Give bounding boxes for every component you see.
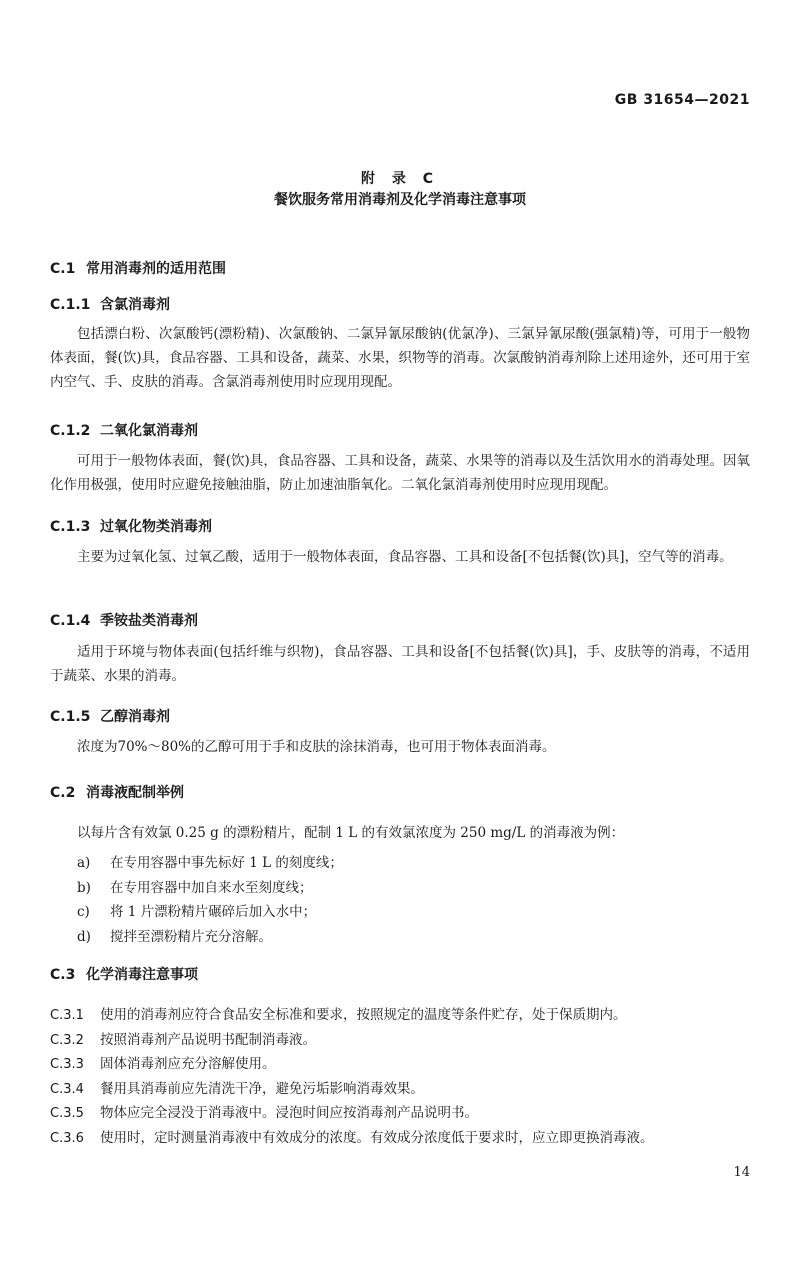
subsection-heading-c1-4 xyxy=(50,610,198,630)
section-title: 化学消毒注意事项 xyxy=(86,967,198,983)
clause-number: C.3.3 xyxy=(50,1057,84,1072)
section-title: 常用消毒剂的适用范围 xyxy=(86,261,226,277)
section-number: C.3 xyxy=(50,967,76,983)
subsection-number: C.1.5 xyxy=(50,709,91,725)
list-text: 搅拌至漂粉精片充分溶解。 xyxy=(110,929,272,945)
subsection-number: C.1.1 xyxy=(50,297,91,313)
section-title: 消毒液配制举例 xyxy=(86,785,184,801)
page-number: 14 xyxy=(733,1165,750,1180)
clause-number: C.3.2 xyxy=(50,1033,84,1048)
clause-number: C.3.5 xyxy=(50,1106,84,1121)
subsection-title: 乙醇消毒剂 xyxy=(100,709,170,725)
list-item xyxy=(77,900,316,920)
list-marker: a) xyxy=(77,855,91,871)
clause-number: C.3.4 xyxy=(50,1082,84,1097)
subsection-number: C.1.2 xyxy=(50,423,91,439)
section-heading-c3 xyxy=(50,964,198,984)
clause-text: 使用的消毒剂应符合食品安全标准和要求，按照规定的温度等条件贮存，处于保质期内。 xyxy=(100,1007,627,1023)
subsection-title: 过氧化物类消毒剂 xyxy=(100,519,212,535)
clause-c3-1 xyxy=(50,1003,627,1023)
clause-text: 物体应完全浸没于消毒液中。浸泡时间应按消毒剂产品说明书。 xyxy=(100,1105,478,1121)
list-text: 将 1 片漂粉精片碾碎后加入水中； xyxy=(110,904,317,920)
paragraph-c2-intro: 以每片含有效氯 0.25 g 的漂粉精片，配制 1 L 的有效氯浓度为 250 mg/L 的消毒液为例： xyxy=(77,825,625,841)
paragraph-c1-1: 包括漂白粉、次氯酸钙(漂粉精)、次氯酸钠、二氯异氰尿酸钠(优氯净)、三氯异氰尿酸(强氯精)等，可用于一般物体表面，餐(饮)具，食品容器、工具和设备，蔬菜、水果，织物等的消毒。次氯酸钠消毒剂除上述用途外，还可用于室内空气、手、皮肤的消毒。含氯消毒剂使用时应现用现配。 xyxy=(50,326,750,390)
clause-text: 按照消毒剂产品说明书配制消毒液。 xyxy=(100,1032,316,1048)
paragraph-c1-3: 主要为过氧化氢、过氧乙酸，适用于一般物体表面，食品容器、工具和设备[不包括餐(饮)具]，空气等的消毒。 xyxy=(77,549,733,565)
clause-c3-3 xyxy=(50,1052,276,1072)
list-marker: c) xyxy=(77,904,90,920)
list-text: 在专用容器中事先标好 1 L 的刻度线； xyxy=(110,855,343,871)
list-item xyxy=(77,851,343,871)
clause-number: C.3.1 xyxy=(50,1008,84,1023)
appendix-label: 附 录 C xyxy=(360,171,440,187)
appendix-title: 餐饮服务常用消毒剂及化学消毒注意事项 xyxy=(274,192,526,208)
paragraph-c1-4: 适用于环境与物体表面(包括纤维与织物)，食品容器、工具和设备[不包括餐(饮)具]，手、皮肤等的消毒，不适用于蔬菜、水果的消毒。 xyxy=(50,644,750,684)
subsection-heading-c1-1 xyxy=(50,294,170,314)
list-item xyxy=(77,925,272,945)
clause-c3-4 xyxy=(50,1077,424,1097)
subsection-heading-c1-3 xyxy=(50,516,212,536)
clause-c3-2 xyxy=(50,1028,316,1048)
subsection-title: 含氯消毒剂 xyxy=(100,297,170,313)
list-item xyxy=(77,876,313,896)
list-text: 在专用容器中加自来水至刻度线； xyxy=(110,880,313,896)
standard-code: GB 31654—2021 xyxy=(614,92,750,108)
subsection-title: 季铵盐类消毒剂 xyxy=(100,613,198,629)
clause-text: 使用时，定时测量消毒液中有效成分的浓度。有效成分浓度低于要求时，应立即更换消毒液。 xyxy=(100,1130,654,1146)
section-number: C.2 xyxy=(50,785,76,801)
clause-text: 固体消毒剂应充分溶解使用。 xyxy=(100,1056,276,1072)
section-heading-c1 xyxy=(50,258,226,278)
clause-number: C.3.6 xyxy=(50,1131,84,1146)
clause-text: 餐用具消毒前应先清洗干净，避免污垢影响消毒效果。 xyxy=(100,1081,424,1097)
section-heading-c2 xyxy=(50,782,184,802)
subsection-heading-c1-2 xyxy=(50,420,198,440)
subsection-number: C.1.4 xyxy=(50,613,91,629)
clause-c3-5 xyxy=(50,1101,478,1121)
paragraph-c1-2: 可用于一般物体表面，餐(饮)具，食品容器、工具和设备，蔬菜、水果等的消毒以及生活饮用水的消毒处理。因氧化作用极强，使用时应避免接触油脂，防止加速油脂氧化。二氧化氯消毒剂使用时应现用现配。 xyxy=(50,453,750,493)
list-marker: b) xyxy=(77,880,91,896)
clause-c3-6 xyxy=(50,1126,654,1146)
paragraph-c1-5: 浓度为70%～80%的乙醇可用于手和皮肤的涂抹消毒，也可用于物体表面消毒。 xyxy=(77,739,556,755)
subsection-title: 二氧化氯消毒剂 xyxy=(100,423,198,439)
subsection-heading-c1-5 xyxy=(50,706,170,726)
list-marker: d) xyxy=(77,929,91,945)
section-number: C.1 xyxy=(50,261,76,277)
subsection-number: C.1.3 xyxy=(50,519,91,535)
